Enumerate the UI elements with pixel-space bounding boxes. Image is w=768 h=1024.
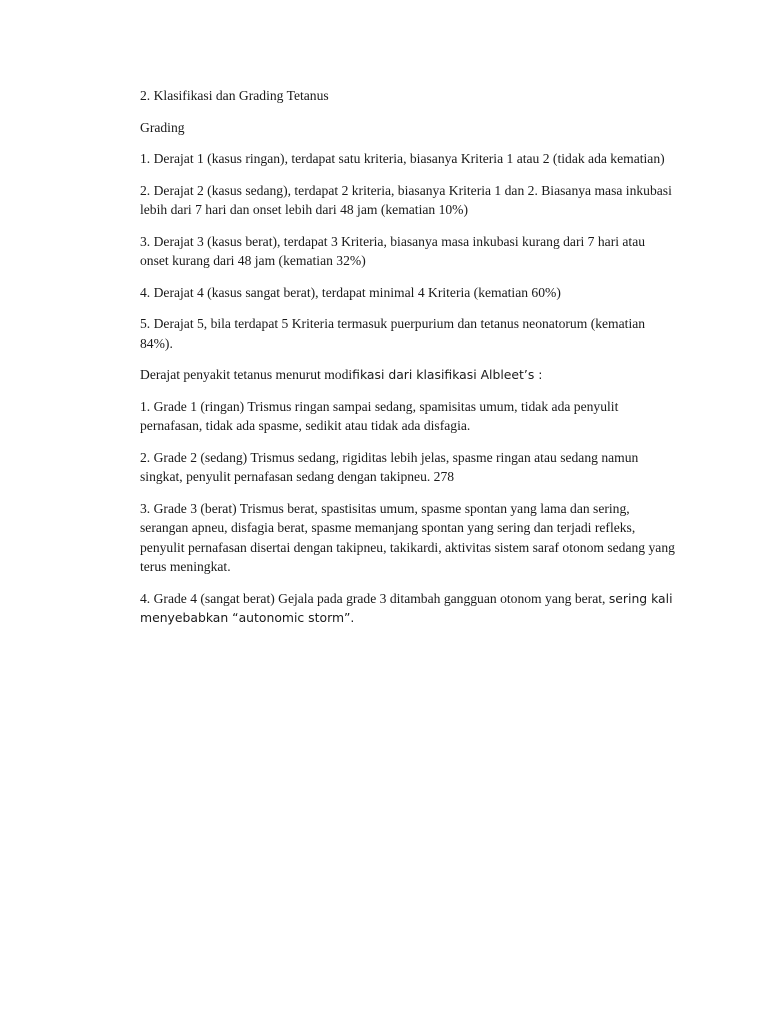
- grade4-line-a: 4. Grade 4 (sangat berat) Gejala pada grade 3 ditambah gangguan otonom yang berat,: [140, 590, 606, 606]
- ablett-grade-item: [140, 589, 675, 628]
- grading-item: 3. Derajat 3 (kasus berat), terdapat 3 Kriteria, biasanya masa inkubasi kurang dari 7 hari atau onset kurang dari 48 jam (kematian 32%): [140, 233, 646, 268]
- grading-item: 4. Derajat 4 (kasus sangat berat), terdapat minimal 4 Kriteria (kematian 60%): [140, 284, 561, 300]
- ablett-grade-item: 3. Grade 3 (berat) Trismus berat, spastisitas umum, spasme spontan yang lama dan sering, serangan apneu, disfagia berat, spasme memanjang spontan yang sering dan terjadi refleks, penyulit pernafasan disertai dengan takipneu, takikardi, aktivitas sistem saraf otonom sedang yang terus meningkat.: [140, 500, 675, 574]
- ablett-intro: [140, 365, 675, 385]
- grading-item: 5. Derajat 5, bila terdapat 5 Kriteria termasuk puerpurium dan tetanus neonatorum (kematian 84%).: [140, 316, 646, 351]
- grading-item: 2. Derajat 2 (kasus sedang), terdapat 2 kriteria, biasanya Kriteria 1 dan 2. Biasanya masa inkubasi lebih dari 7 hari dan onset lebih dari 48 jam (kematian 10%): [140, 182, 672, 217]
- grade4-line-b: sering kali menyebabkan “autonomic storm”.: [140, 590, 673, 625]
- ablett-grade-item: 1. Grade 1 (ringan) Trismus ringan sampai sedang, spamisitas umum, tidak ada penyulit pernafasan, tidak ada spasme, sedikit atau tidak ada disfagia.: [140, 398, 619, 433]
- grading-item: 1. Derajat 1 (kasus ringan), terdapat satu kriteria, biasanya Kriteria 1 atau 2 (tidak ada kematian): [140, 151, 665, 166]
- ablett-intro-part-a: Derajat penyakit tetanus menurut modi: [140, 367, 353, 382]
- section-title: 2. Klasifikasi dan Grading Tetanus: [140, 88, 329, 103]
- document-body: [140, 86, 675, 640]
- grading-subheading: Grading: [140, 119, 185, 135]
- ablett-grade-item: 2. Grade 2 (sedang) Trismus sedang, rigiditas lebih jelas, spasme ringan atau sedang namun singkat, penyulit pernafasan sedang dengan takipneu. 278: [140, 449, 639, 484]
- ablett-intro-part-b: fikasi dari klasifikasi Albleet’s :: [352, 367, 543, 382]
